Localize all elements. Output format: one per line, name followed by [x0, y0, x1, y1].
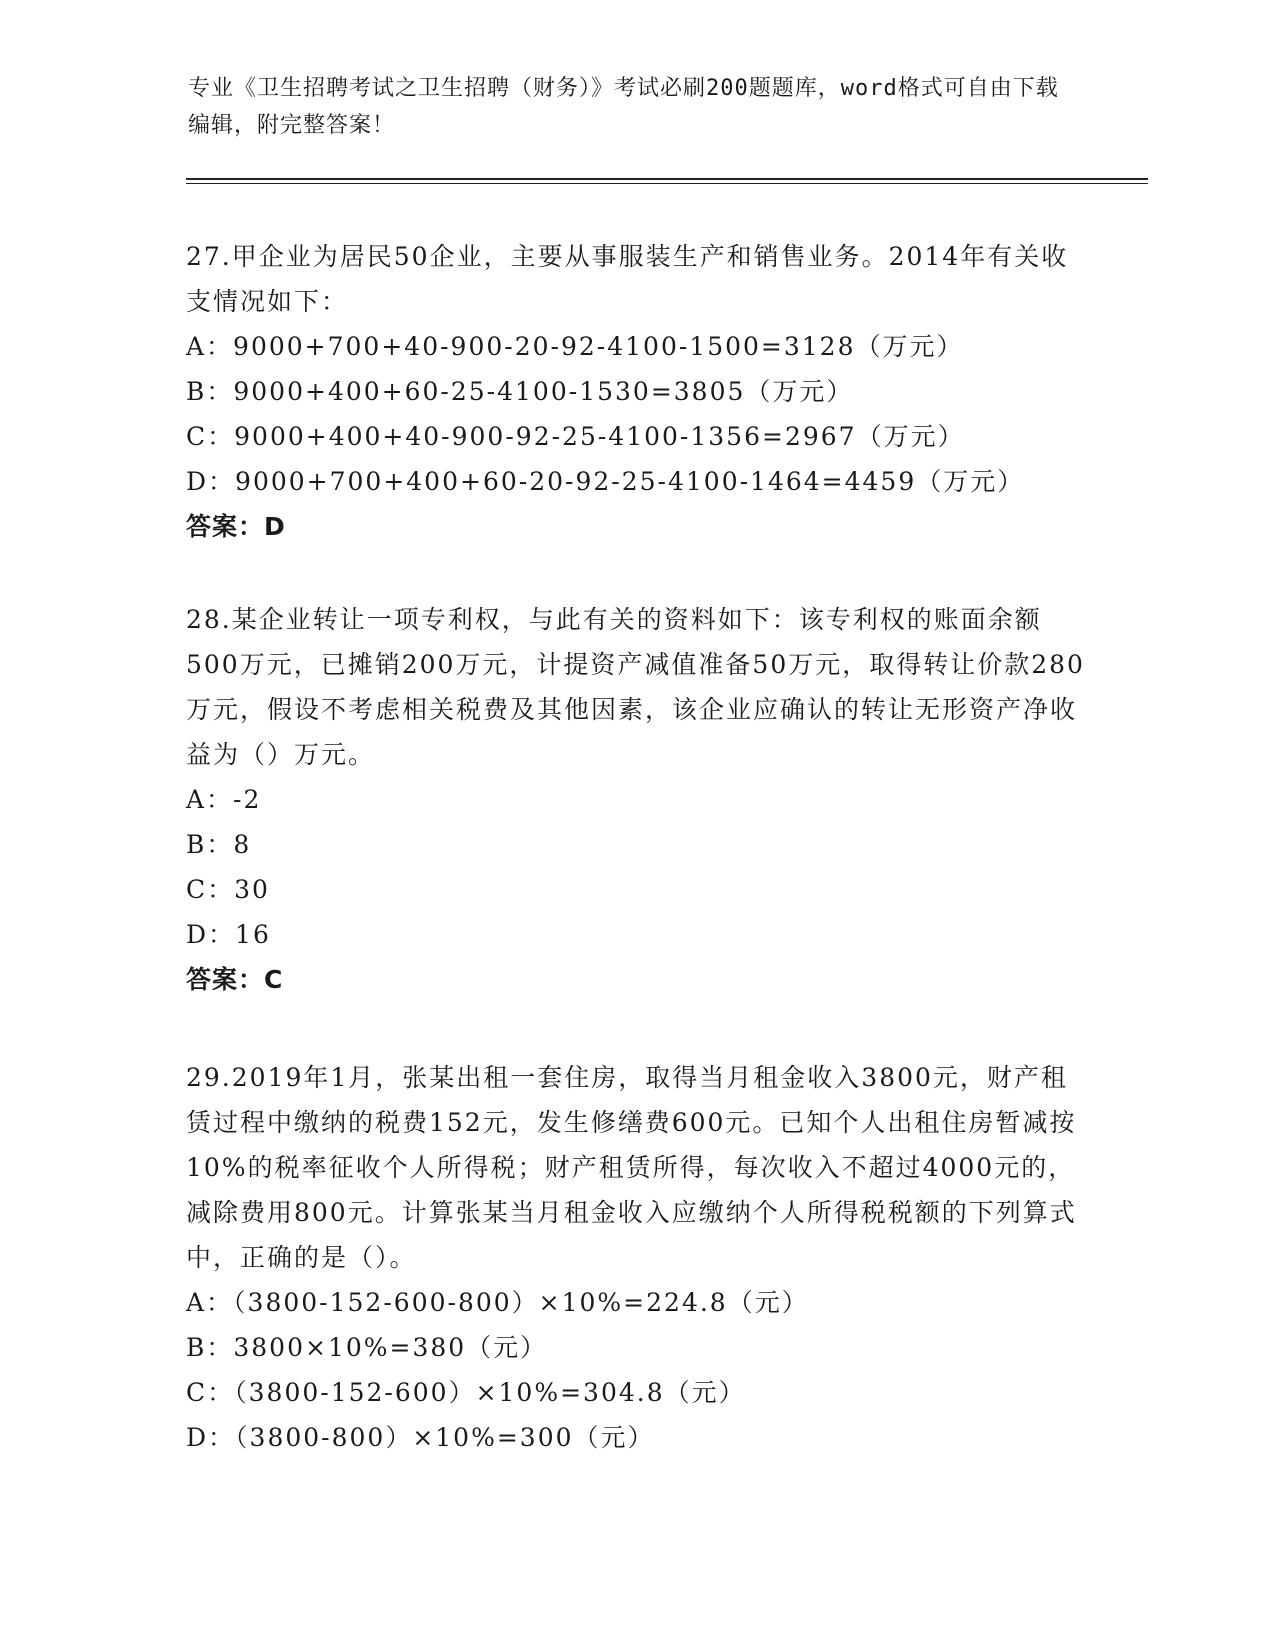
- option-a: A：-2: [186, 785, 262, 814]
- question-28: [186, 597, 1086, 1002]
- option-d: D：9000+700+400+60-20-92-25-4100-1464=4459（万元）: [186, 467, 1025, 496]
- answer-label: 答案：D: [186, 512, 286, 541]
- header-divider-thin: [186, 183, 1148, 184]
- option-d: D：（3800-800）×10%=300（元）: [186, 1423, 655, 1452]
- answer-label: 答案：C: [186, 965, 284, 994]
- document-header: 专业《卫生招聘考试之卫生招聘（财务）》考试必刷200题题库，word格式可自由下载编辑，附完整答案！: [188, 76, 1059, 138]
- question-27: [186, 234, 1086, 549]
- question-stem: 27.甲企业为居民50企业，主要从事服装生产和销售业务。2014年有关收支情况如下：: [186, 242, 1069, 316]
- option-b: B：9000+400+60-25-4100-1530=3805（万元）: [186, 377, 854, 406]
- question-stem: 28.某企业转让一项专利权，与此有关的资料如下：该专利权的账面余额500万元，已摊销200万元，计提资产减值准备50万元，取得转让价款280万元，假设不考虑相关税费及其他因素，该企业应确认的转让无形资产净收益为（）万元。: [186, 605, 1085, 769]
- option-a: A：（3800-152-600-800）×10%=224.8（元）: [186, 1288, 809, 1317]
- option-a: A：9000+700+40-900-20-92-4100-1500=3128（万元）: [186, 332, 964, 361]
- option-c: C：（3800-152-600）×10%=304.8（元）: [186, 1378, 746, 1407]
- header-divider-thick: [186, 178, 1148, 180]
- option-c: C：30: [186, 875, 270, 904]
- option-b: B：3800×10%=380（元）: [186, 1333, 548, 1362]
- question-29: [186, 1055, 1086, 1460]
- option-c: C：9000+400+40-900-92-25-4100-1356=2967（万元）: [186, 422, 965, 451]
- option-d: D：16: [186, 920, 271, 949]
- option-b: B：8: [186, 830, 252, 859]
- question-stem: 29.2019年1月，张某出租一套住房，取得当月租金收入3800元，财产租赁过程中缴纳的税费152元，发生修缮费600元。已知个人出租住房暂减按10%的税率征收个人所得税；财产租赁所得，每次收入不超过4000元的，减除费用800元。计算张某当月租金收入应缴纳个人所得税税额的下列算式中，正确的是（）。: [186, 1063, 1077, 1272]
